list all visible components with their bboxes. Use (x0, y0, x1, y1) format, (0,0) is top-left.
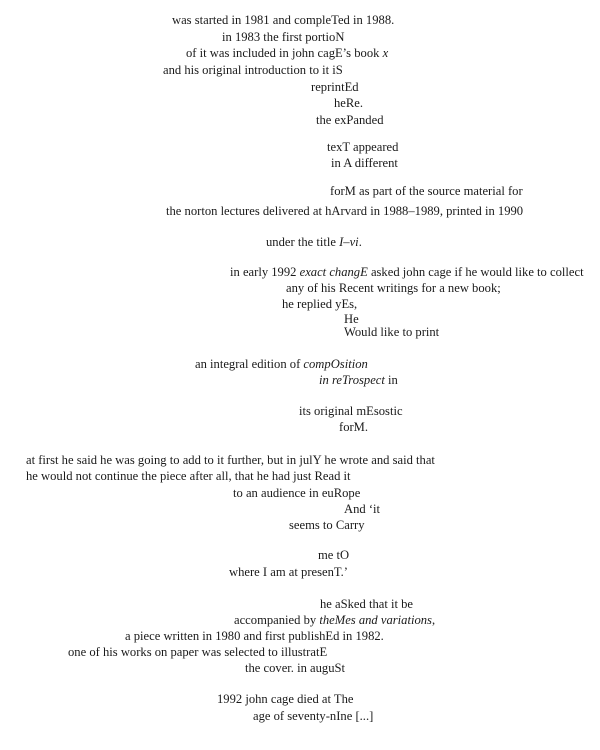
text-segment: in 1983 the first portioN (222, 30, 345, 44)
text-line (125, 629, 384, 643)
text-segment: he replied yEs, (282, 297, 358, 311)
text-line (282, 297, 357, 311)
text-line (286, 281, 501, 295)
text-line (186, 46, 388, 60)
text-segment: an integral edition of (195, 357, 304, 371)
text-segment: any of his Recent writings for a new book; (286, 281, 501, 295)
text-segment: a piece written in 1980 and first publishEd in 1982. (125, 629, 384, 643)
italic-title-segment: exact changE (299, 265, 368, 279)
text-segment: was started in 1981 and compleTed in 1988. (172, 13, 395, 27)
text-line (217, 692, 354, 706)
text-line (316, 113, 384, 127)
text-segment: And ‘it (344, 502, 381, 516)
text-line (311, 80, 359, 94)
text-segment: heRe. (334, 96, 364, 110)
text-line (334, 96, 363, 110)
text-line (344, 502, 380, 516)
text-line (319, 373, 398, 387)
text-segment: reprintEd (311, 80, 359, 94)
text-segment: Would like to print (344, 325, 440, 339)
text-segment: its original mEsostic (299, 404, 403, 418)
text-line (230, 265, 584, 279)
italic-title-segment: x (382, 46, 389, 60)
text-line (266, 235, 362, 249)
italic-title-segment: compOsition (303, 357, 368, 371)
text-segment: to an audience in euRope (233, 486, 361, 500)
text-segment: at first he said he was going to add to it further, but in julY he wrote and said that (26, 453, 435, 467)
italic-title-segment: in reTrospect (319, 373, 385, 387)
text-line (229, 565, 348, 579)
text-line (222, 30, 344, 44)
text-segment: in A different (331, 156, 398, 170)
text-segment: under the title (266, 235, 340, 249)
text-line (245, 661, 345, 675)
text-segment: he aSked that it be (320, 597, 414, 611)
italic-title-segment: I–vi (339, 235, 359, 249)
text-line (233, 486, 360, 500)
text-line (166, 204, 523, 218)
text-segment: age of seventy-nIne [...] (253, 709, 374, 723)
text-segment: of it was included in john cagE’s book (186, 46, 383, 60)
text-line (289, 518, 365, 532)
text-line (339, 420, 368, 434)
text-line (299, 404, 403, 418)
text-segment: he would not continue the piece after all, that he had just Read it (26, 469, 351, 483)
text-line (320, 597, 413, 611)
text-line (331, 156, 398, 170)
text-line (330, 184, 523, 198)
text-line (344, 325, 439, 339)
text-segment: . (358, 235, 362, 249)
text-line (172, 13, 394, 27)
text-segment: He (344, 312, 359, 326)
text-segment: and his original introduction to it iS (163, 63, 343, 77)
text-segment: seems to Carry (289, 518, 365, 532)
text-segment: the norton lectures delivered at hArvard in 1988–1989, printed in 1990 (166, 204, 524, 218)
text-line (163, 63, 343, 77)
text-segment: forM. (339, 420, 369, 434)
text-segment: forM as part of the source material for (330, 184, 523, 198)
text-line (26, 453, 435, 467)
text-line (253, 709, 373, 723)
text-segment: accompanied by (234, 613, 320, 627)
text-segment: in early 1992 (230, 265, 300, 279)
text-line (318, 548, 349, 562)
text-segment: in (384, 373, 398, 387)
text-line (234, 613, 435, 627)
text-segment: 1992 john cage died at The (217, 692, 354, 706)
text-line (195, 357, 368, 371)
text-segment: one of his works on paper was selected to illustratE (68, 645, 328, 659)
text-segment: me tO (318, 548, 350, 562)
text-segment: the exPanded (316, 113, 384, 127)
text-segment: the cover. in auguSt (245, 661, 346, 675)
text-segment: where I am at presenT.’ (229, 565, 348, 579)
text-segment: texT appeared (327, 140, 399, 154)
italic-title-segment: theMes and variations (319, 613, 432, 627)
text-segment: , (431, 613, 436, 627)
text-line (68, 645, 327, 659)
text-line (344, 312, 359, 326)
text-line (26, 469, 351, 483)
text-segment: asked john cage if he would like to collect (367, 265, 584, 279)
text-line (327, 140, 398, 154)
